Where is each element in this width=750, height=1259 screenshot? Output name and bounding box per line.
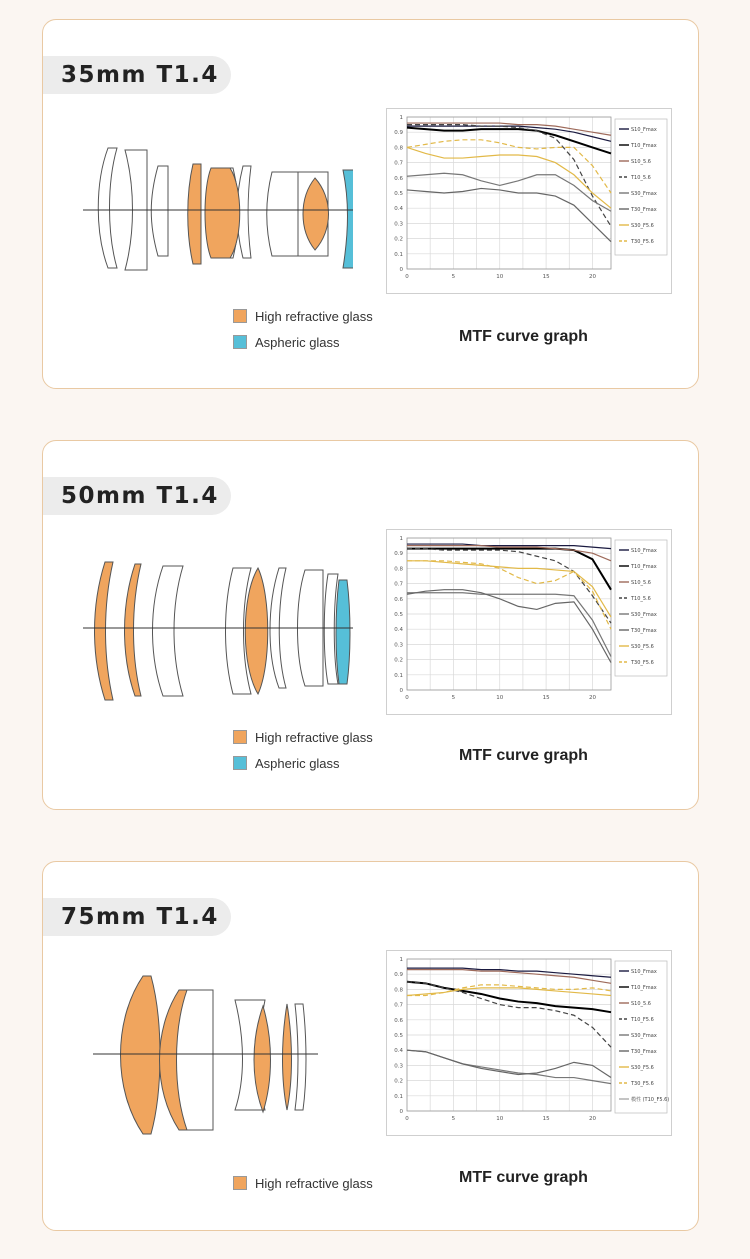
legend-item (233, 724, 373, 750)
series-line (407, 1050, 611, 1077)
mtf-caption: MTF curve graph (459, 328, 588, 345)
y-tick-label: 0.7 (394, 581, 403, 588)
lens-element-diagram (93, 970, 363, 1140)
mtf-caption: MTF curve graph (459, 1169, 588, 1186)
aspheric-element (336, 580, 350, 684)
legend-label: High refractive glass (255, 308, 373, 324)
y-tick-label: 1 (399, 957, 403, 963)
mtf-legend-label: S30_Fmax (631, 612, 657, 618)
glass-legend (233, 303, 373, 355)
lens-element-diagram (83, 138, 353, 278)
y-tick-label: 0.1 (394, 1093, 403, 1100)
high-refractive-element (95, 562, 114, 700)
lens-card-50mm (42, 440, 699, 810)
lens-title: 50mm T1.4 (43, 477, 231, 515)
y-tick-label: 0.6 (394, 1017, 403, 1024)
mtf-legend-label: S10_5.6 (631, 159, 651, 165)
y-tick-label: 1 (399, 115, 403, 121)
series-line (407, 128, 611, 154)
y-tick-label: 0.5 (394, 612, 403, 618)
legend-item (233, 1170, 373, 1196)
mtf-legend-label: T30_Fmax (631, 207, 657, 213)
lens-element (153, 566, 184, 696)
x-tick-label: 5 (451, 274, 456, 280)
legend-swatch (233, 335, 247, 349)
x-tick-label: 15 (542, 1116, 550, 1122)
y-tick-label: 0.8 (394, 566, 403, 573)
x-tick-label: 5 (451, 1116, 456, 1122)
y-tick-label: 0.7 (394, 160, 403, 167)
mtf-legend-label: T30_F5.6 (631, 660, 654, 666)
legend-item (233, 329, 373, 355)
mtf-legend-label: T10_Fmax (631, 143, 657, 149)
mtf-legend-label: T30_Fmax (631, 1049, 657, 1055)
lens-card-35mm (42, 19, 699, 389)
glass-legend (233, 1170, 373, 1196)
mtf-legend-label: S10_Fmax (631, 548, 657, 554)
mtf-legend-label: S30_F5.6 (631, 223, 654, 229)
y-tick-label: 0 (399, 1109, 403, 1115)
mtf-legend-label: T10_F5.6 (631, 1017, 654, 1023)
mtf-legend-label: T10_Fmax (631, 564, 657, 570)
legend-label: Aspheric glass (255, 334, 340, 350)
series-line (407, 982, 611, 1012)
y-tick-label: 0.7 (394, 1002, 403, 1009)
x-tick-label: 15 (542, 695, 550, 701)
y-tick-label: 0.2 (394, 236, 403, 243)
legend-item (233, 750, 373, 776)
mtf-legend-label: S10_Fmax (631, 969, 657, 975)
x-tick-label: 0 (405, 695, 409, 701)
mtf-legend-label: S30_Fmax (631, 191, 657, 197)
lens-card-75mm (42, 861, 699, 1231)
series-line (407, 188, 611, 241)
series-line (407, 590, 611, 663)
lens-element (98, 148, 117, 268)
series-line (407, 561, 611, 629)
aspheric-element (343, 170, 353, 268)
y-tick-label: 0.9 (394, 130, 403, 137)
x-tick-label: 0 (405, 274, 409, 280)
lens-title: 75mm T1.4 (43, 898, 231, 936)
legend-swatch (233, 309, 247, 323)
mtf-legend-label: T10_5.6 (631, 175, 651, 181)
y-tick-label: 0.6 (394, 175, 403, 182)
y-tick-label: 0.1 (394, 672, 403, 679)
mtf-legend-label: T30_F5.6 (631, 1081, 654, 1087)
y-tick-label: 0.1 (394, 251, 403, 258)
y-tick-label: 0.9 (394, 551, 403, 558)
y-tick-label: 0.3 (394, 221, 403, 228)
legend-swatch (233, 1176, 247, 1190)
lens-title: 35mm T1.4 (43, 56, 231, 94)
legend-swatch (233, 730, 247, 744)
y-tick-label: 0.9 (394, 972, 403, 979)
series-line (407, 982, 611, 1047)
x-tick-label: 10 (496, 274, 504, 280)
mtf-legend-box (615, 540, 667, 676)
series-line (407, 561, 611, 617)
y-tick-label: 0.4 (394, 627, 403, 634)
glass-legend (233, 724, 373, 776)
legend-item (233, 303, 373, 329)
mtf-legend-label: S30_F5.6 (631, 644, 654, 650)
x-tick-label: 0 (405, 1116, 409, 1122)
y-tick-label: 0.2 (394, 1078, 403, 1085)
mtf-legend-label: T30_Fmax (631, 628, 657, 634)
series-line (407, 140, 611, 193)
y-tick-label: 0.8 (394, 987, 403, 994)
y-tick-label: 0.6 (394, 596, 403, 603)
y-tick-label: 0.4 (394, 1048, 403, 1055)
x-tick-label: 20 (588, 1116, 596, 1122)
mtf-legend-label: T10_5.6 (631, 596, 651, 602)
y-tick-label: 0.4 (394, 206, 403, 213)
legend-label: High refractive glass (255, 729, 373, 745)
x-tick-label: 20 (588, 274, 596, 280)
mtf-legend-box (615, 119, 667, 255)
mtf-chart (386, 108, 672, 294)
high-refractive-element (188, 164, 201, 264)
y-tick-label: 0.8 (394, 145, 403, 152)
y-tick-label: 0 (399, 267, 403, 273)
legend-label: Aspheric glass (255, 755, 340, 771)
x-tick-label: 10 (496, 695, 504, 701)
mtf-legend-label: S30_Fmax (631, 1033, 657, 1039)
x-tick-label: 10 (496, 1116, 504, 1122)
series-line (407, 970, 611, 984)
mtf-legend-label: S10_Fmax (631, 127, 657, 133)
mtf-legend-label: T10_Fmax (631, 985, 657, 991)
mtf-legend-label: S30_F5.6 (631, 1065, 654, 1071)
aspheric-elements (343, 170, 353, 268)
mtf-chart (386, 529, 672, 715)
y-tick-label: 0.5 (394, 1033, 403, 1039)
lens-element (295, 1004, 306, 1110)
y-tick-label: 0.3 (394, 1063, 403, 1070)
y-tick-label: 0.5 (394, 191, 403, 197)
high-refractive-element (205, 168, 240, 258)
high-refractive-element (125, 564, 142, 696)
high-refractive-element (245, 568, 268, 694)
high-refractive-element (121, 976, 161, 1134)
series-line (407, 988, 611, 996)
y-tick-label: 1 (399, 536, 403, 542)
lens-element-diagram (83, 556, 353, 706)
y-tick-label: 0.3 (394, 642, 403, 649)
mtf-legend-label: S10_5.6 (631, 580, 651, 586)
legend-swatch (233, 756, 247, 770)
lens-element (151, 166, 168, 256)
mtf-legend-label: T30_F5.6 (631, 239, 654, 245)
mtf-legend-label: 模性 (T10_F5.6) (631, 1097, 670, 1103)
lens-element (267, 172, 298, 256)
x-tick-label: 15 (542, 274, 550, 280)
high-refractive-element (283, 1004, 292, 1110)
x-tick-label: 5 (451, 695, 456, 701)
mtf-chart (386, 950, 672, 1136)
mtf-legend-label: S10_5.6 (631, 1001, 651, 1007)
x-tick-label: 20 (588, 695, 596, 701)
mtf-caption: MTF curve graph (459, 747, 588, 764)
legend-label: High refractive glass (255, 1175, 373, 1191)
y-tick-label: 0 (399, 688, 403, 694)
y-tick-label: 0.2 (394, 657, 403, 664)
